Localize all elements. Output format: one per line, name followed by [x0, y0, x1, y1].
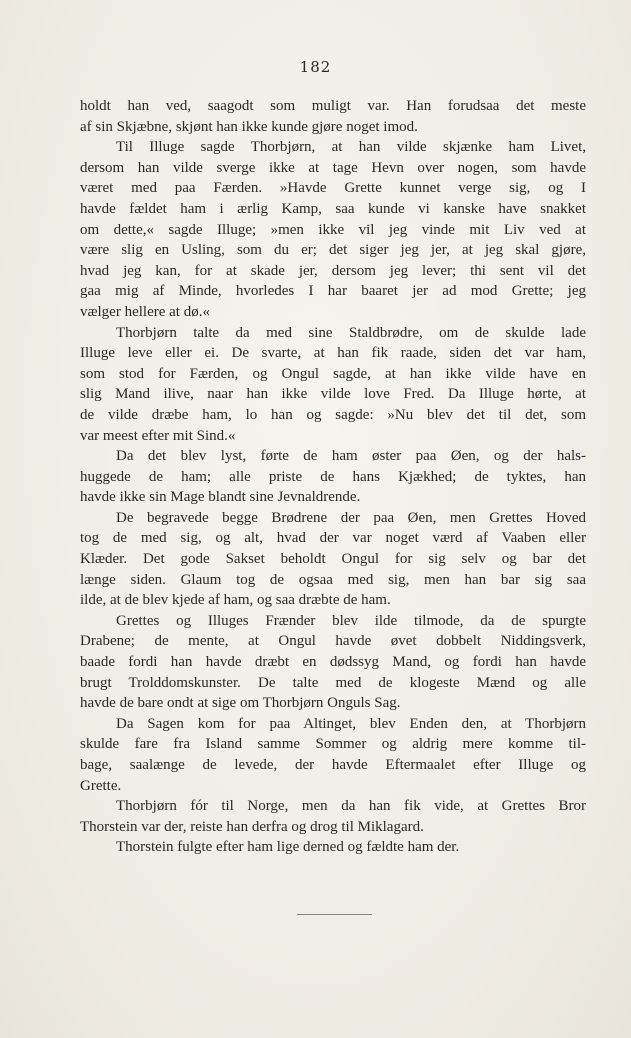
- text-line: Drabene; de mente, at Ongul havde øvet dobbelt Niddingsverk,: [80, 633, 586, 650]
- text-line: huggede de ham; alle priste de hans Kjækhed; de tyktes, han: [80, 468, 586, 485]
- text-line: havde ikke sin Mage blandt sine Jevnaldrende.: [80, 489, 361, 506]
- text-line: skulde fare fra Island samme Sommer og aldrig mere komme til-: [80, 736, 586, 753]
- text-line: brugt Trolddomskunster. De talte med de klogeste Mænd og alle: [80, 674, 586, 691]
- text-line: Thorstein var der, reiste han derfra og drog til Miklagard.: [80, 818, 424, 835]
- text-line: hvad jeg kan, for at skade jer, dersom jeg lever; thi sent vil det: [80, 262, 586, 279]
- text-line: Da det blev lyst, førte de ham øster paa Øen, og der hals-: [116, 448, 586, 465]
- page-number: 182: [299, 58, 332, 76]
- text-line: Til Illuge sagde Thorbjørn, at han vilde skjænke ham Livet,: [116, 139, 586, 156]
- text-line: havde de bare ondt at sige om Thorbjørn Onguls Sag.: [80, 695, 401, 712]
- text-line: dersom han vilde sverge ikke at tage Hevn over nogen, som havde: [80, 159, 586, 176]
- text-line: om dette,« sagde Illuge; »men ikke vil jeg vinde mit Liv ved at: [80, 221, 586, 238]
- text-line: være slig en Usling, som du er; det siger jeg jer, at jeg skal gjøre,: [80, 242, 586, 259]
- text-line: Thorstein fulgte efter ham lige derned og fældte ham der.: [116, 839, 460, 856]
- text-line: Da Sagen kom for paa Altinget, blev Enden den, at Thorbjørn: [116, 715, 586, 732]
- text-line: Thorbjørn fór til Norge, men da han fik vide, at Grettes Bror: [116, 798, 586, 815]
- text-line: de vilde dræbe ham, lo han og sagde: »Nu blev det til det, som: [80, 406, 586, 423]
- body-text: [80, 96, 586, 858]
- text-line: Klæder. Det gode Sakset beholdt Ongul for sig selv og bar det: [80, 551, 586, 568]
- text-line: holdt han ved, saagodt som muligt var. Han forudsaa det meste: [80, 98, 586, 114]
- text-line: vælger hellere at dø.«: [80, 303, 210, 320]
- text-line: tog de med sig, og alt, hvad der var noget værd af Vaaben eller: [80, 530, 586, 547]
- text-line: gaa mig af Minde, hvorledes I har baaret jer ad mod Grette; jeg: [80, 283, 586, 300]
- text-line: bage, saalænge de levede, der havde Eftermaalet efter Illuge og: [80, 757, 586, 773]
- text-line: Grette.: [80, 777, 122, 794]
- text-line: Illuge leve eller ei. De svarte, at han fik raade, siden det var ham,: [80, 345, 586, 362]
- end-rule: [297, 914, 372, 915]
- text-line: af sin Skjæbne, skjønt han ikke kunde gjøre noget imod.: [80, 118, 418, 135]
- text-line: slig Mand ilive, naar han ikke vilde love Fred. Da Illuge hørte, at: [80, 386, 586, 403]
- text-line: ilde, at de blev kjede af ham, og saa dræbte de ham.: [80, 592, 391, 609]
- text-line: havde fældet ham i ærlig Kamp, saa kunde vi kanske have snakket: [80, 200, 586, 217]
- text-line: længe siden. Glaum tog de ogsaa med sig, men han bar sig saa: [80, 571, 586, 588]
- text-line: som stod for Færden, og Ongul sagde, at han ikke vilde have en: [80, 365, 586, 382]
- text-line: baade fordi han havde dræbt en dødssyg Mand, og fordi han havde: [80, 654, 586, 671]
- text-line: Grettes og Illuges Frænder blev ilde tilmode, da de spurgte: [116, 612, 586, 629]
- text-line: Thorbjørn talte da med sine Staldbrødre, om de skulde lade: [116, 324, 586, 341]
- text-line: De begravede begge Brødrene der paa Øen, men Grettes Hoved: [116, 509, 586, 526]
- text-line: været med paa Færden. »Havde Grette kunnet verge sig, og I: [80, 180, 586, 197]
- text-line: var meest efter mit Sind.«: [80, 427, 236, 444]
